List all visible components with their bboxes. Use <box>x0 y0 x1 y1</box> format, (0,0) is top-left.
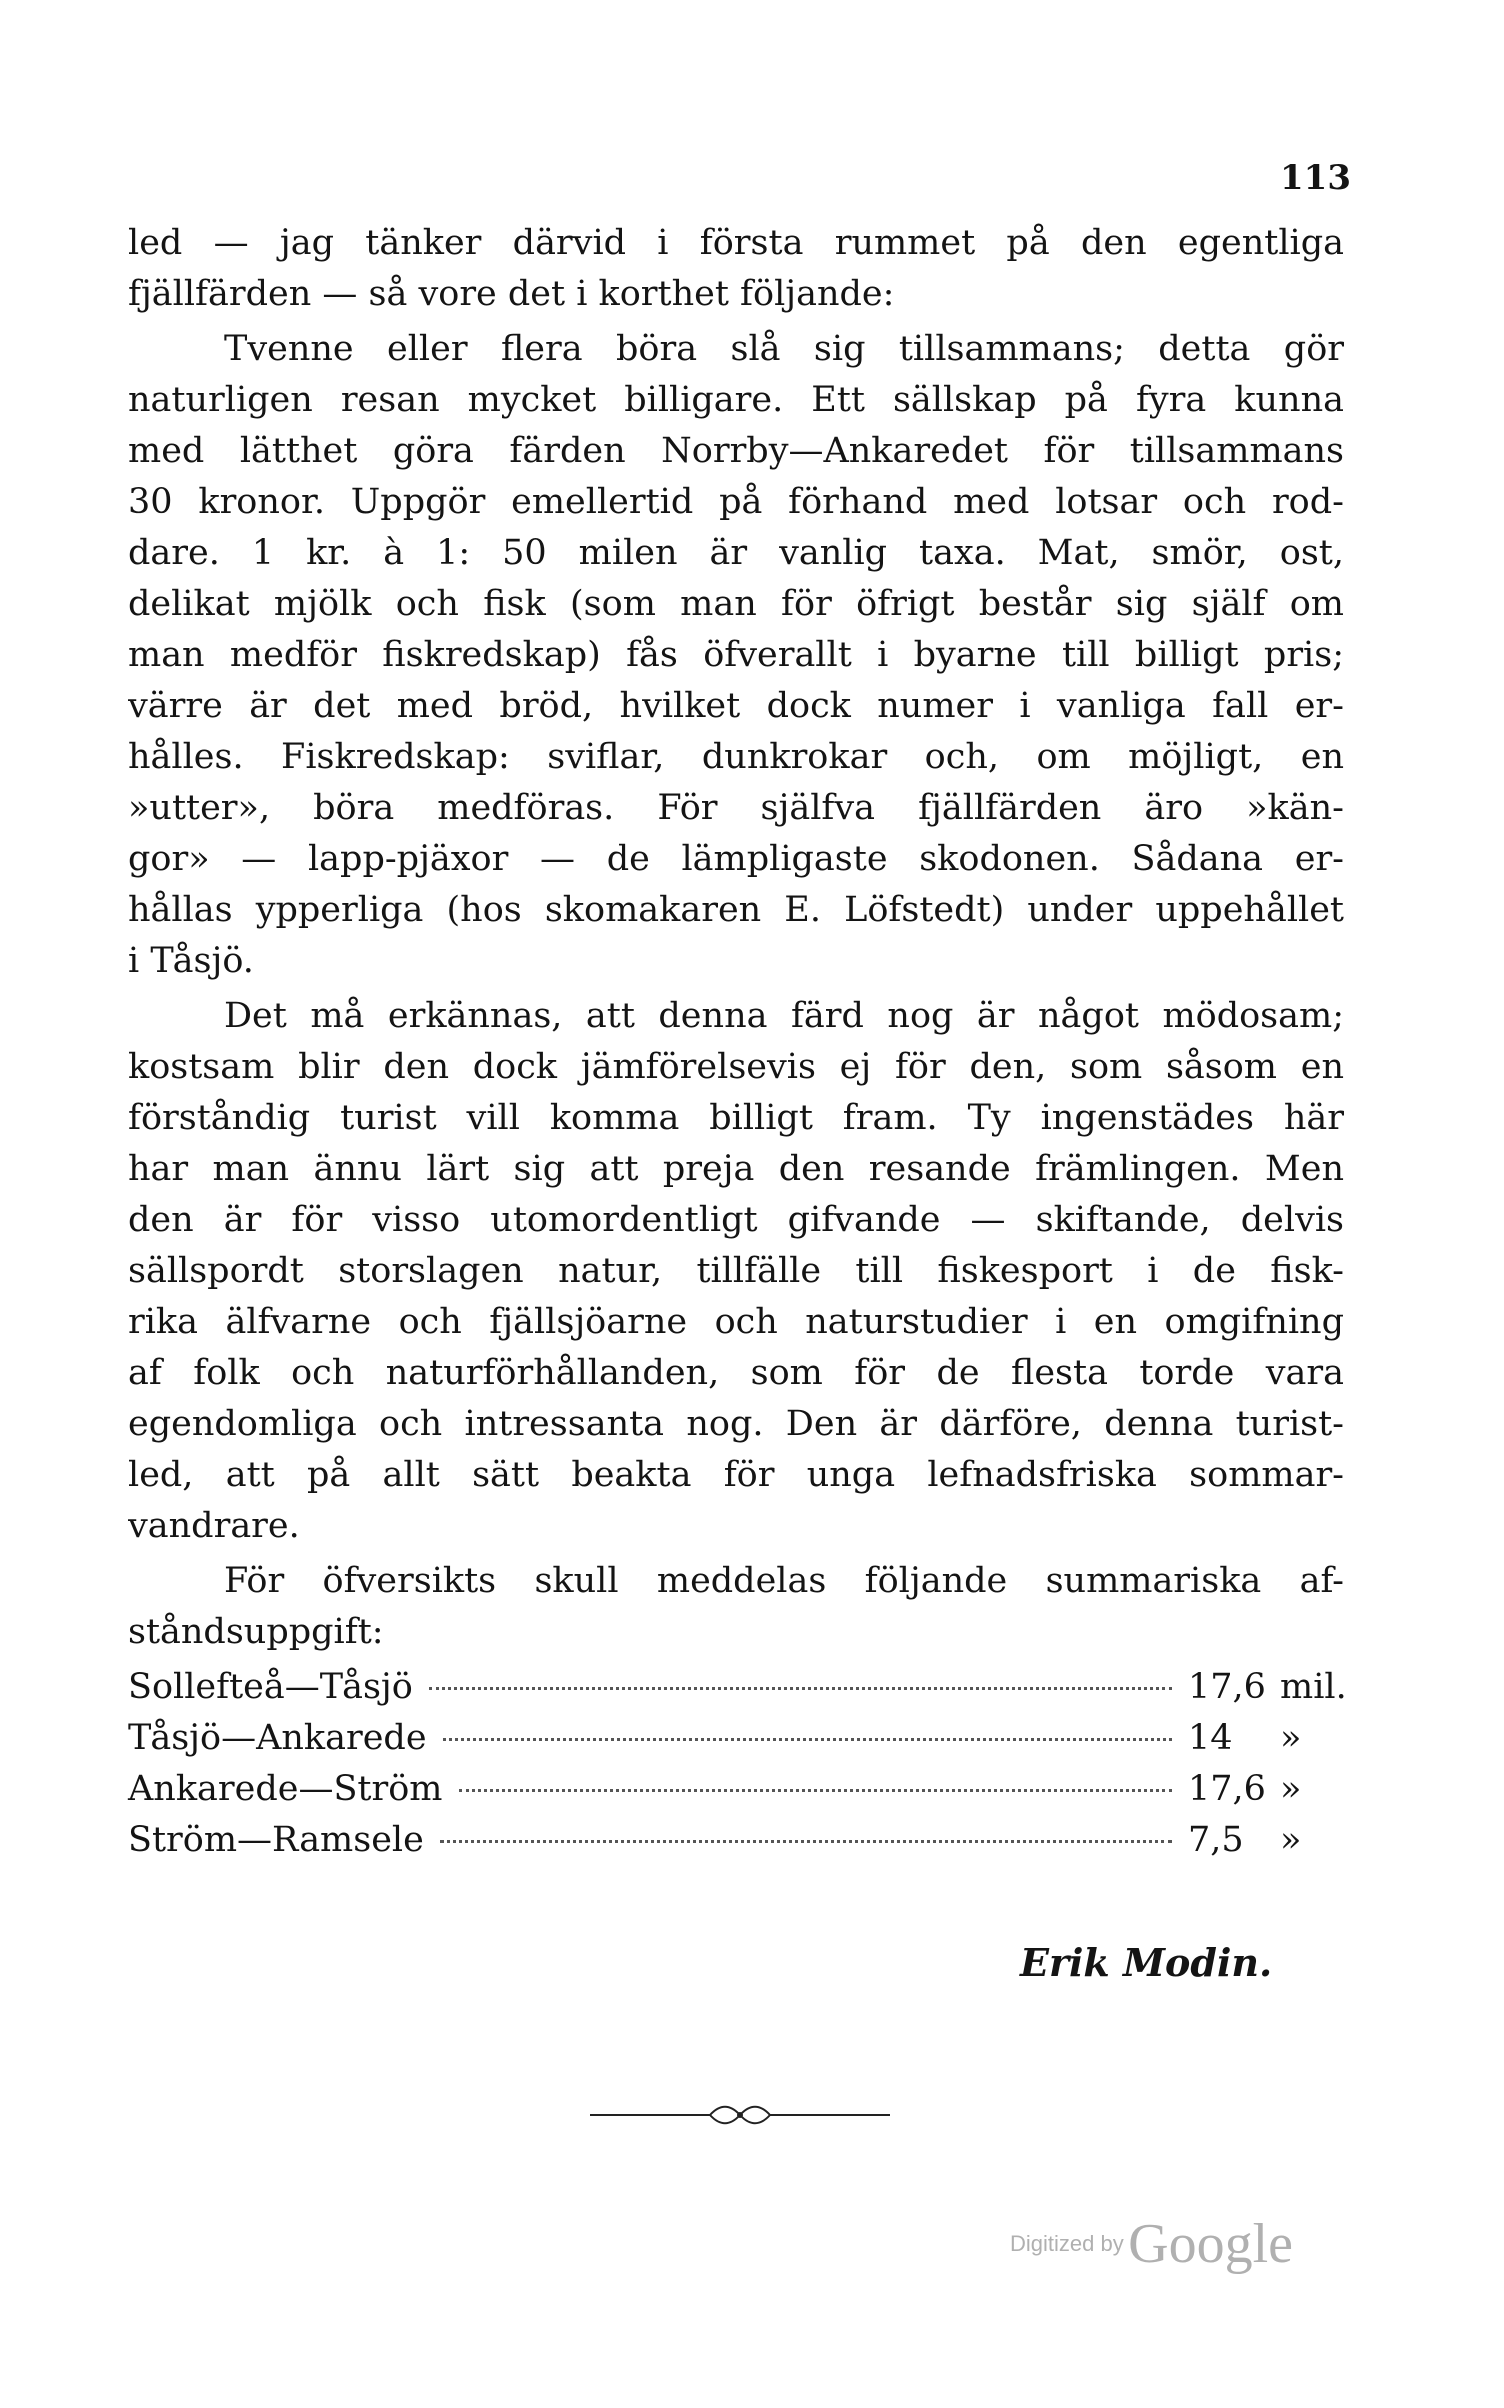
distance-value: 17,6 <box>1188 1769 1266 1809</box>
text-line: man medför fiskredskap) fås öfverallt i byarne till billigt pris; <box>128 635 1344 675</box>
text-line: värre är det med bröd, hvilket dock numer i vanliga fall er- <box>128 686 1344 726</box>
text-line: rika älfvarne och fjällsjöarne och naturstudier i en omgifning <box>128 1302 1344 1342</box>
text-line: dare. 1 kr. à 1: 50 milen är vanlig taxa. Mat, smör, ost, <box>128 533 1344 573</box>
text-line: 30 kronor. Uppgör emellertid på förhand med lotsar och rod- <box>128 482 1344 522</box>
body-text <box>128 218 1347 1866</box>
dot-leader <box>443 1738 1172 1741</box>
text-line: Tvenne eller flera böra slå sig tillsammans; detta gör <box>224 329 1344 369</box>
paragraphs <box>128 218 1344 1658</box>
paragraph <box>128 324 1344 987</box>
digitized-watermark <box>1010 2212 1293 2276</box>
distance-route: Ström—Ramsele <box>128 1820 424 1860</box>
text-line: Det må erkännas, att denna färd nog är något mödosam; <box>224 996 1344 1036</box>
distance-route: Sollefteå—Tåsjö <box>128 1667 413 1707</box>
distance-row <box>128 1815 1344 1866</box>
text-line: af folk och naturförhållanden, som för de flesta torde vara <box>128 1353 1344 1393</box>
text-line: i Tåsjö. <box>128 941 254 981</box>
page-number: 113 <box>1280 158 1351 198</box>
text-line: led — jag tänker därvid i första rummet på den egentliga <box>128 223 1344 263</box>
ornament-divider <box>590 2100 890 2130</box>
distance-unit: » <box>1280 1820 1302 1860</box>
text-line: led, att på allt sätt beakta för unga lefnadsfriska sommar- <box>128 1455 1344 1495</box>
text-line: gor» — lapp-pjäxor — de lämpligaste skodonen. Sådana er- <box>128 839 1344 879</box>
text-line: hålles. Fiskredskap: sviflar, dunkrokar och, om möjligt, en <box>128 737 1344 777</box>
dot-leader <box>440 1840 1172 1843</box>
dot-leader <box>429 1687 1172 1690</box>
distance-unit: mil. <box>1280 1667 1347 1707</box>
distance-unit: » <box>1280 1718 1302 1758</box>
text-line: delikat mjölk och fisk (som man för öfrigt består sig själf om <box>128 584 1344 624</box>
google-logo: Google <box>1128 2213 1294 2275</box>
text-line: har man ännu lärt sig att preja den resande främlingen. Men <box>128 1149 1344 1189</box>
text-line: För öfversikts skull meddelas följande summariska af- <box>224 1561 1344 1601</box>
text-line: förståndig turist vill komma billigt fram. Ty ingenstädes här <box>128 1098 1344 1138</box>
watermark-prefix: Digitized by <box>1010 2231 1124 2256</box>
distance-route: Ankarede—Ström <box>128 1769 443 1809</box>
distance-value: 14 <box>1188 1718 1233 1758</box>
paragraph <box>128 1556 1344 1658</box>
text-line: egendomliga och intressanta nog. Den är därföre, denna turist- <box>128 1404 1344 1444</box>
distance-row <box>128 1764 1344 1815</box>
dot-leader <box>459 1789 1173 1792</box>
distance-row <box>128 1713 1344 1764</box>
distance-unit: » <box>1280 1769 1302 1809</box>
distance-table <box>128 1662 1347 1866</box>
text-line: kostsam blir den dock jämförelsevis ej för den, som såsom en <box>128 1047 1344 1087</box>
author-signature: Erik Modin. <box>1020 1940 1273 1985</box>
text-line: fjällfärden — så vore det i korthet följande: <box>128 274 895 314</box>
paragraph <box>128 991 1344 1552</box>
text-line: med lätthet göra färden Norrby—Ankaredet för tillsammans <box>128 431 1344 471</box>
text-line: den är för visso utomordentligt gifvande — skiftande, delvis <box>128 1200 1344 1240</box>
distance-route: Tåsjö—Ankarede <box>128 1718 427 1758</box>
text-line: sällspordt storslagen natur, tillfälle till fiskesport i de fisk- <box>128 1251 1344 1291</box>
text-line: hållas ypperliga (hos skomakaren E. Löfstedt) under uppehållet <box>128 890 1344 930</box>
distance-value: 7,5 <box>1188 1820 1244 1860</box>
text-line: »utter», böra medföras. För själfva fjällfärden äro »kän- <box>128 788 1344 828</box>
text-line: vandrare. <box>128 1506 300 1546</box>
distance-row <box>128 1662 1347 1713</box>
distance-value: 17,6 <box>1188 1667 1266 1707</box>
text-line: ståndsuppgift: <box>128 1612 384 1652</box>
paragraph <box>128 218 1344 320</box>
text-line: naturligen resan mycket billigare. Ett sällskap på fyra kunna <box>128 380 1344 420</box>
